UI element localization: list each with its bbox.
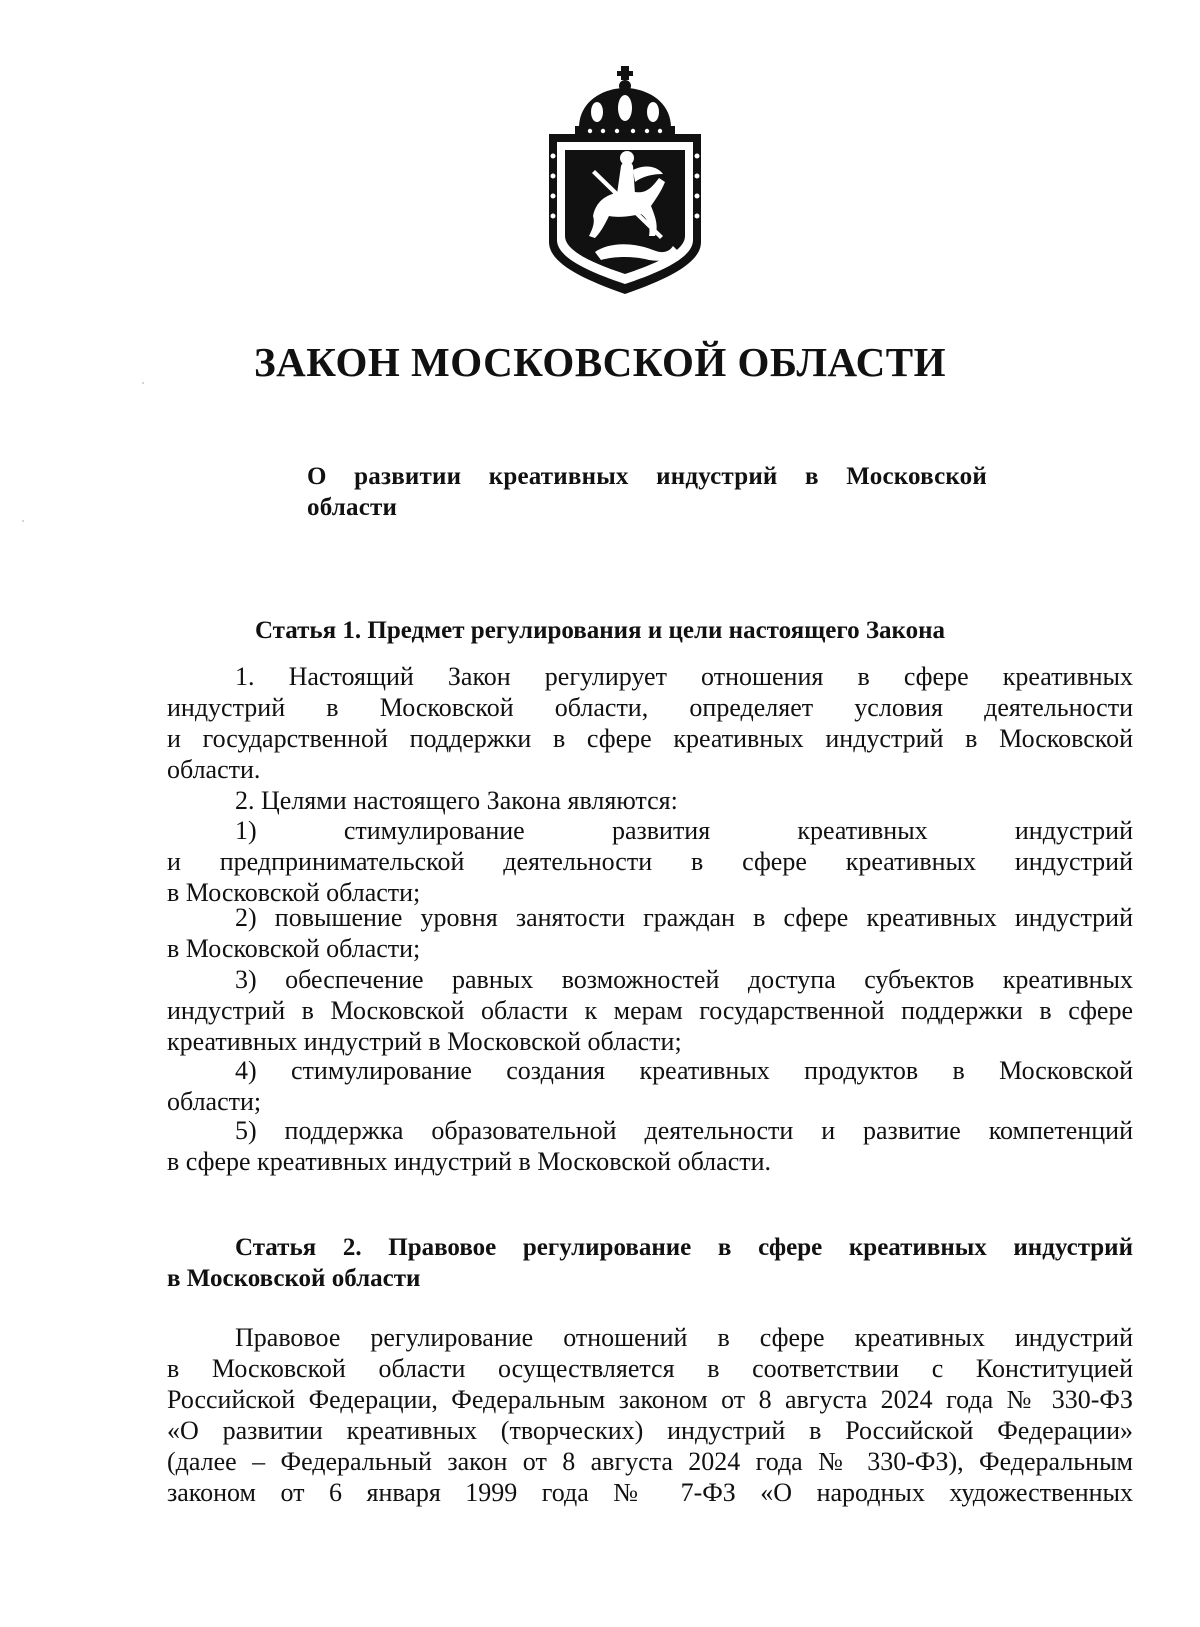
goal-item	[167, 1055, 1133, 1117]
article-2-heading	[167, 1232, 1133, 1294]
text-line: в сфере креативных индустрий в Московской области.	[167, 1147, 772, 1176]
text-line: 3) обеспечение равных возможностей доступа субъектов креативных	[235, 965, 1133, 994]
heading-line: Статья 2. Правовое регулирование в сфере креативных индустрий	[235, 1234, 1133, 1261]
coat-of-arms-icon	[535, 66, 715, 296]
text-line: в Московской области осуществляется в соответствии с Конституцией	[167, 1354, 1133, 1383]
text-line: индустрий в Московской области, определяет условия деятельности	[167, 693, 1133, 722]
text-line: «О развитии креативных (творческих) индустрий в Российской Федерации»	[167, 1416, 1133, 1445]
goal-item	[167, 902, 1133, 964]
article-1-paragraph	[167, 785, 1133, 816]
heading-line: в Московской области	[167, 1265, 421, 1292]
text-line: в Московской области;	[167, 934, 421, 963]
goal-item	[167, 815, 1133, 908]
law-title: ЗАКОН МОСКОВСКОЙ ОБЛАСТИ	[254, 339, 946, 385]
text-line: индустрий в Московской области к мерам государственной поддержки в сфере	[167, 996, 1133, 1025]
text-line: Российской Федерации, Федеральным законом от 8 августа 2024 года № 330-ФЗ	[167, 1385, 1133, 1414]
text-line: области;	[167, 1087, 262, 1116]
law-subject-line: области	[307, 494, 398, 521]
text-line: и государственной поддержки в сфере креативных индустрий в Московской	[167, 724, 1133, 753]
text-line: Правовое регулирование отношений в сфере креативных индустрий	[235, 1323, 1133, 1352]
article-1-heading: Статья 1. Предмет регулирования и цели настоящего Закона	[254, 617, 946, 644]
text-line: (далее – Федеральный закон от 8 августа 2024 года № 330-ФЗ), Федеральным	[167, 1447, 1133, 1476]
text-line: законом от 6 января 1999 года № 7-ФЗ «О народных художественных	[167, 1478, 1133, 1507]
text-line: 4) стимулирование создания креативных продуктов в Московской	[235, 1056, 1133, 1085]
law-subject	[307, 461, 987, 523]
text-line: 1) стимулирование развития креативных индустрий	[235, 816, 1133, 845]
scan-speck	[142, 382, 144, 384]
text-line: 2. Целями настоящего Закона являются:	[235, 786, 678, 815]
text-line: области.	[167, 755, 261, 784]
goal-item	[167, 1115, 1133, 1177]
text-line: 1. Настоящий Закон регулирует отношения в сфере креативных	[235, 662, 1133, 691]
article-2-paragraph	[167, 1322, 1133, 1508]
goal-item	[167, 964, 1133, 1057]
law-subject-line: О развитии креативных индустрий в Московской	[307, 463, 987, 490]
text-line: в Московской области;	[167, 878, 421, 907]
text-line: 2) повышение уровня занятости граждан в сфере креативных индустрий	[235, 903, 1133, 932]
article-1-paragraph	[167, 661, 1133, 785]
text-line: и предпринимательской деятельности в сфере креативных индустрий	[167, 847, 1133, 876]
text-line: 5) поддержка образовательной деятельности и развитие компетенций	[235, 1116, 1133, 1145]
text-line: креативных индустрий в Московской области;	[167, 1027, 682, 1056]
scan-speck	[22, 520, 24, 522]
